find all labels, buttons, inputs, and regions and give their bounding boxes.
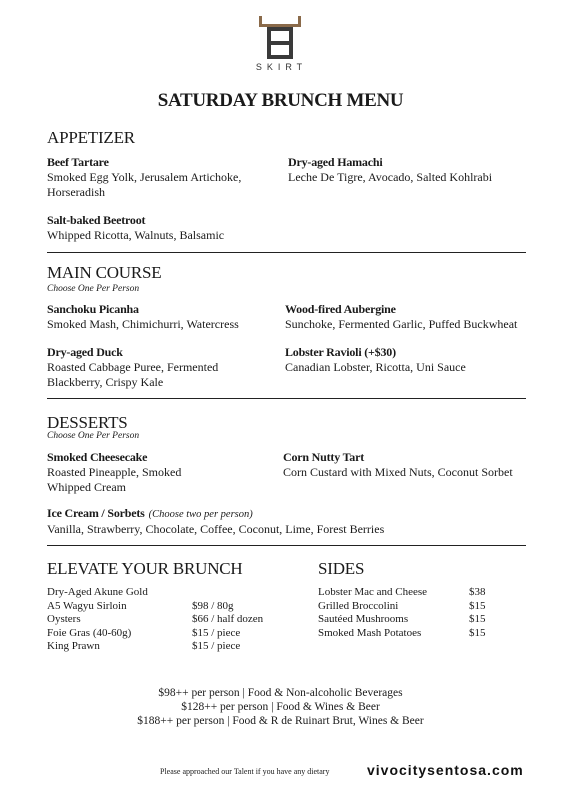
item-name: Beef Tartare — [47, 155, 109, 169]
list-item — [318, 600, 518, 614]
sides-heading: SIDES — [318, 559, 365, 578]
item-desc: Canadian Lobster, Ricotta, Uni Sauce — [285, 360, 466, 374]
menu-item — [47, 155, 277, 200]
section-divider — [47, 398, 526, 399]
elevate-list — [47, 586, 287, 654]
item-desc: Corn Custard with Mixed Nuts, Coconut Sorbet — [283, 465, 513, 479]
menu-item — [47, 302, 282, 332]
main-course-heading: MAIN COURSE — [47, 263, 162, 282]
item-name: Dry-aged Duck — [47, 345, 123, 359]
item-name: A5 Wagyu Sirloin — [47, 599, 127, 612]
list-item — [47, 640, 287, 654]
item-desc: Sunchoke, Fermented Garlic, Puffed Buckwheat — [285, 317, 518, 331]
item-desc: Roasted Cabbage Puree, Fermented Blackberry, Crispy Kale — [47, 360, 219, 389]
item-desc: Roasted Pineapple, Smoked Whipped Cream — [47, 465, 182, 494]
item-price: $38 — [469, 586, 486, 598]
menu-item — [47, 213, 287, 243]
pricing-line: $98++ per person | Food & Non-alcoholic Beverages — [158, 687, 403, 699]
list-item — [318, 613, 518, 627]
item-price: $15 — [469, 599, 486, 612]
menu-item — [285, 302, 535, 332]
desserts-note: Choose One Per Person — [47, 431, 140, 441]
item-name: Corn Nutty Tart — [283, 450, 365, 464]
item-name: Oysters — [47, 613, 81, 625]
elevate-heading: ELEVATE YOUR BRUNCH — [47, 559, 243, 578]
list-item — [47, 627, 287, 641]
item-price: $15 — [469, 613, 486, 625]
item-desc: Vanilla, Strawberry, Chocolate, Coffee, Coconut, Lime, Forest Berries — [47, 522, 385, 536]
dietary-disclaimer: Please approached our Talent if you have any dietary — [160, 767, 330, 776]
page-title: SATURDAY BRUNCH MENU — [157, 90, 404, 111]
item-desc: Whipped Ricotta, Walnuts, Balsamic — [47, 228, 225, 242]
item-desc: Smoked Egg Yolk, Jerusalem Artichoke, Horseradish — [47, 170, 242, 199]
menu-item — [285, 345, 525, 375]
item-name: King Prawn — [47, 640, 100, 652]
item-price: $66 / half dozen — [192, 613, 264, 625]
main-course-note: Choose One Per Person — [47, 284, 140, 294]
item-price: $15 — [469, 626, 486, 639]
section-divider — [47, 545, 526, 546]
item-price: $15 / piece — [192, 626, 241, 639]
item-name: Lobster Mac and Cheese — [318, 586, 428, 598]
item-name: Sautéed Mushrooms — [318, 613, 409, 625]
brand-logo — [250, 14, 310, 76]
menu-item — [288, 155, 528, 185]
skirt-logo-icon — [250, 14, 310, 62]
desserts-heading: DESSERTS — [47, 413, 128, 432]
section-divider — [47, 252, 526, 253]
pricing-line: $188++ per person | Food & R de Ruinart Brut, Wines & Beer — [137, 715, 424, 727]
list-item — [318, 627, 518, 641]
item-name: Foie Gras (40-60g) — [47, 626, 132, 639]
logo-text: SKIRT — [255, 62, 308, 72]
list-item — [47, 600, 287, 614]
item-price: $15 / piece — [192, 640, 241, 652]
pricing-line: $128++ per person | Food & Wines & Beer — [181, 701, 380, 713]
list-item — [47, 586, 287, 600]
item-desc: Leche De Tigre, Avocado, Salted Kohlrabi — [288, 170, 493, 184]
item-note: (Choose two per person) — [148, 509, 253, 520]
item-name: Dry-Aged Akune Gold — [47, 586, 148, 598]
item-name: Smoked Cheesecake — [47, 450, 148, 464]
appetizer-heading: APPETIZER — [47, 128, 135, 147]
item-name: Sanchoku Picanha — [47, 302, 139, 316]
item-name: Lobster Ravioli (+$30) — [285, 345, 396, 359]
menu-item — [283, 450, 533, 480]
watermark: vivocitysentosa.com — [367, 762, 524, 778]
item-name: Dry-aged Hamachi — [288, 155, 383, 169]
item-name: Smoked Mash Potatoes — [318, 626, 422, 639]
item-price: $98 / 80g — [192, 599, 234, 612]
sides-list — [318, 586, 518, 640]
menu-item — [47, 450, 222, 495]
item-name: Grilled Broccolini — [318, 599, 399, 612]
item-name: Wood-fired Aubergine — [285, 302, 396, 316]
list-item — [47, 613, 287, 627]
menu-item — [47, 345, 247, 390]
item-name: Salt-baked Beetroot — [47, 213, 146, 227]
list-item — [318, 586, 518, 600]
item-desc: Smoked Mash, Chimichurri, Watercress — [47, 317, 239, 331]
menu-item — [47, 504, 527, 537]
item-name: Ice Cream / Sorbets — [47, 506, 145, 520]
